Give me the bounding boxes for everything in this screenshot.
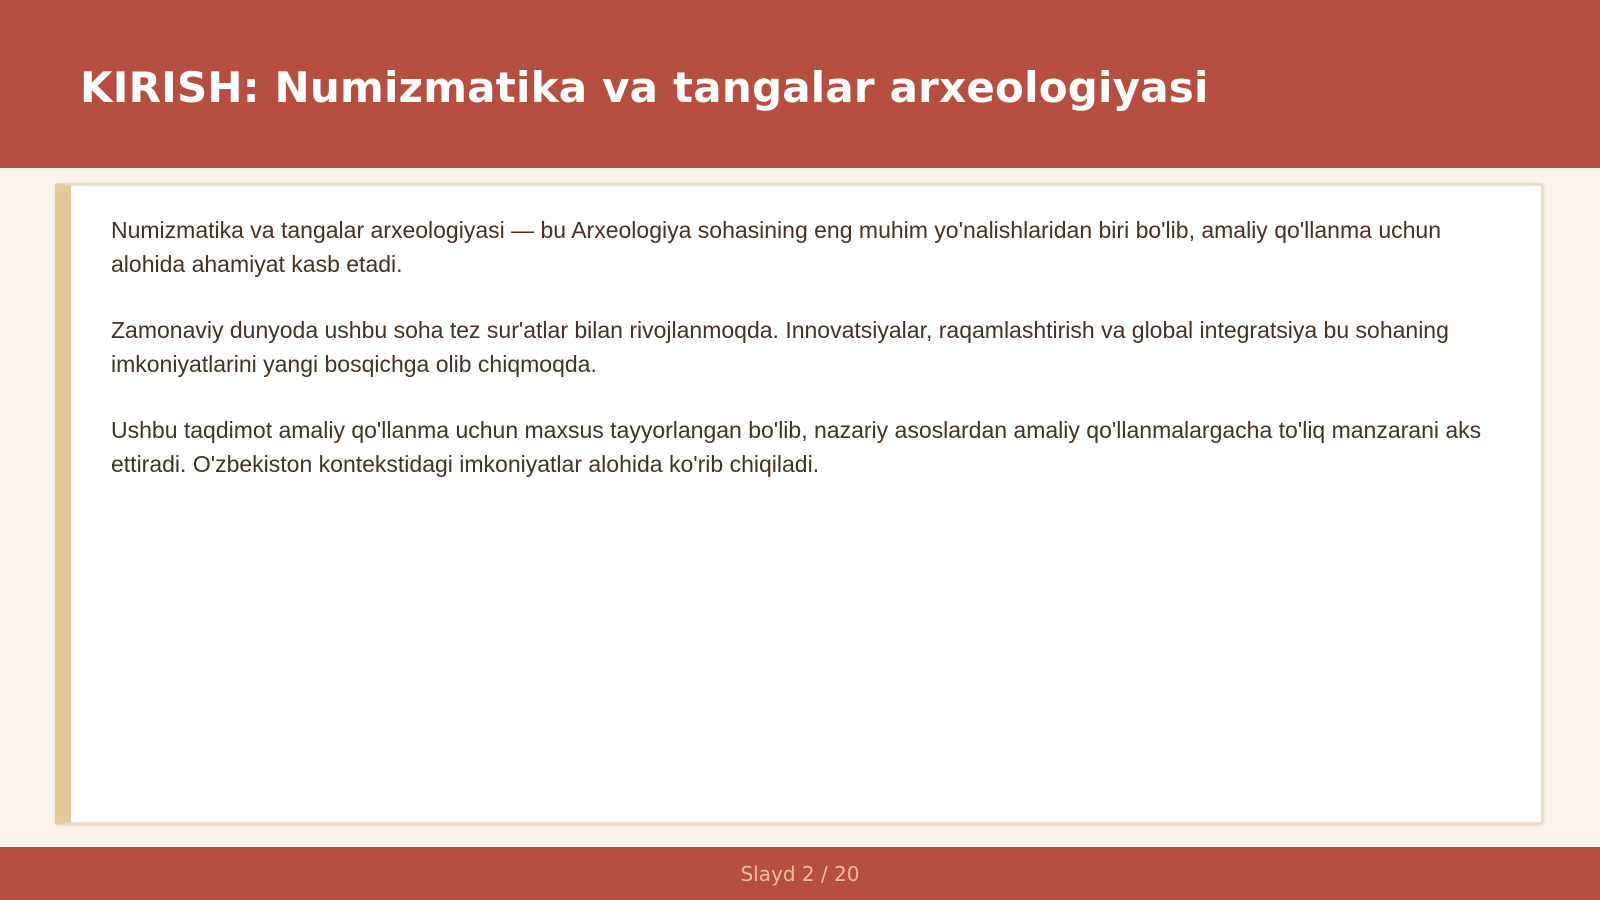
slide-header	[0, 0, 1600, 168]
card-body	[111, 214, 1511, 514]
slide-counter: Slayd 2 / 20	[740, 862, 860, 886]
slide-footer	[0, 847, 1600, 900]
paragraph-modern-development: Zamonaviy dunyoda ushbu soha tez sur'atlar bilan rivojlanmoqda. Innovatsiyalar, raqamlashtirish va global integratsiya bu sohaning imkoniyatlarini yangi bosqichga olib chiqmoqda.	[111, 317, 1449, 377]
paragraph-presentation-purpose: Ushbu taqdimot amaliy qo'llanma uchun maxsus tayyorlangan bo'lib, nazariy asoslardan amaliy qo'llanmalargacha to'liq manzarani aks ettiradi. O'zbekiston kontekstidagi imkoniyatlar alohida ko'rib chiqiladi.	[111, 417, 1482, 477]
slide-title: KIRISH: Numizmatika va tangalar arxeologiyasi	[80, 63, 1209, 112]
content-card	[55, 183, 1544, 825]
paragraph-intro: Numizmatika va tangalar arxeologiyasi — bu Arxeologiya sohasining eng muhim yo'nalishlaridan biri bo'lib, amaliy qo'llanma uchun alohida ahamiyat kasb etadi.	[111, 217, 1441, 277]
